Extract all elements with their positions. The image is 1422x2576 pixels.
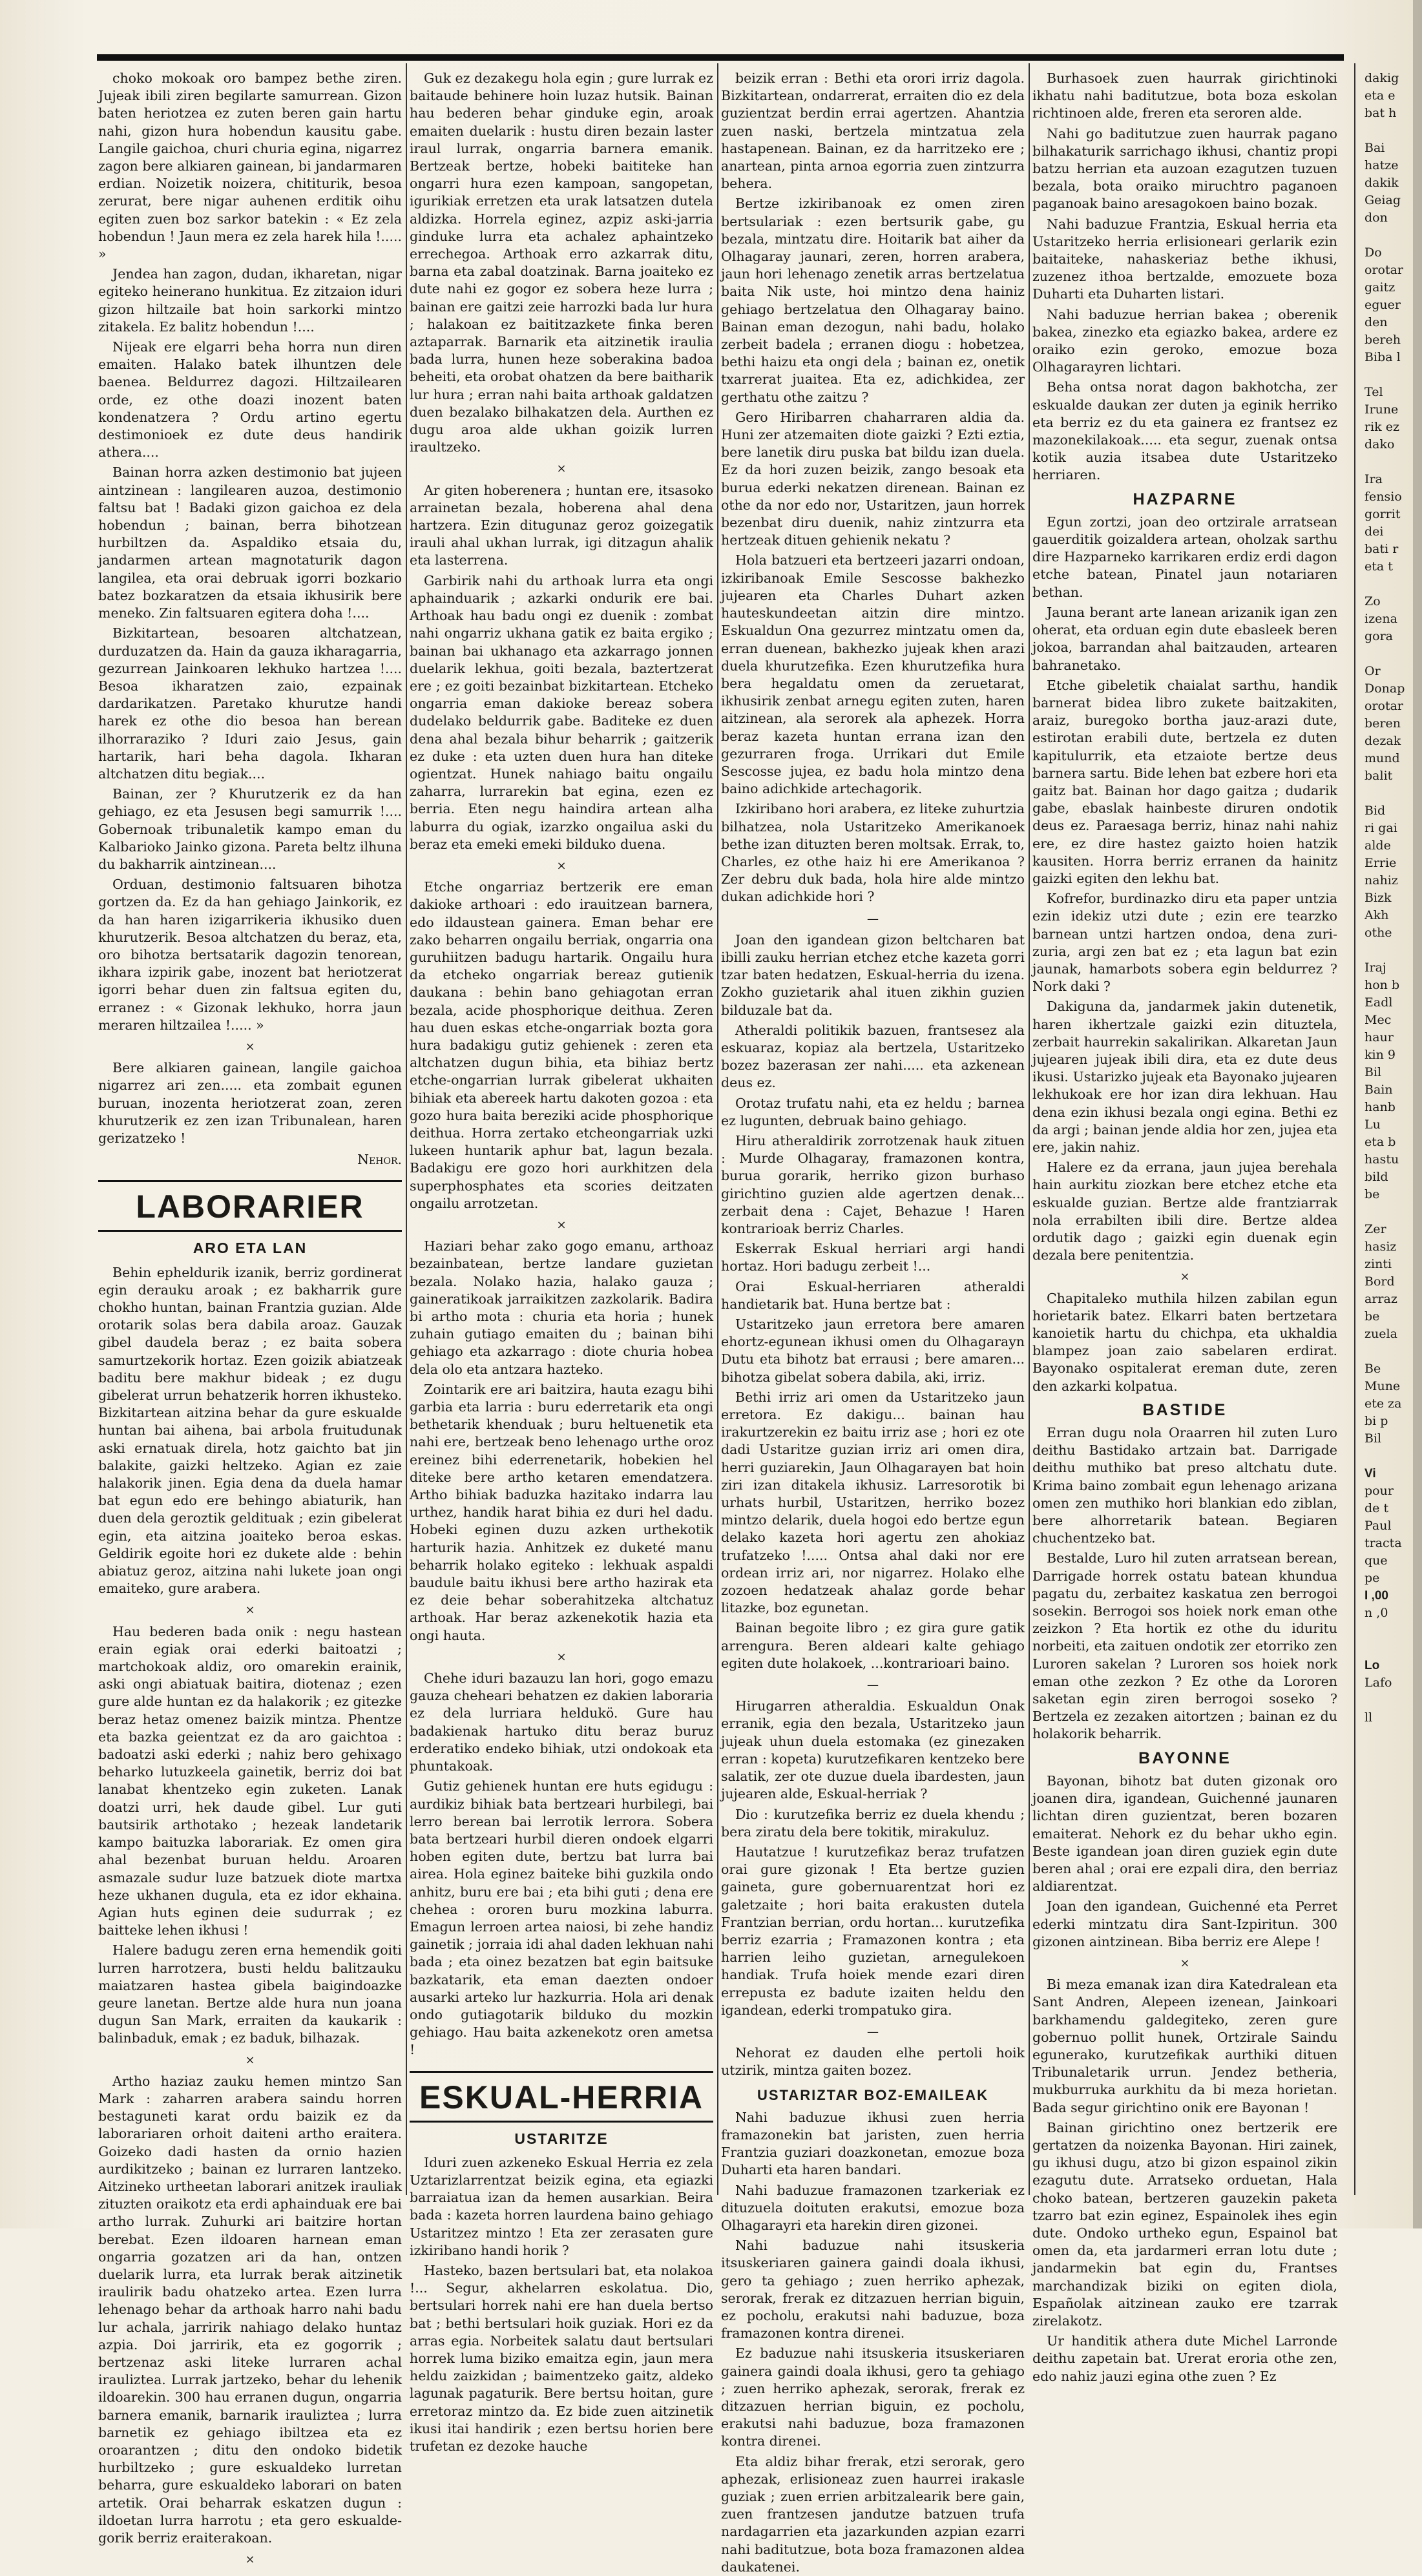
paragraph: Hautatzue ! kurutzefikaz beraz trufatzen orai gure gizonak ! Eta bertze guzien gaineta, gure gobernuarentzat hori ez galetzaite ; hori baita erakusten dutela Frantzian berrian, ordu hortan... kurutzefika berriz ezarria ; Framazonen kontra ; eta harrien leiho guzietan, arnegulekoen handiak. Trufa hoiek mende ezari diren errepusta ez badute izaiten heldu den igandean, ederki trompatuko gira. — [721, 1844, 1025, 2018]
cropped-text-line: nahiz — [1364, 873, 1398, 888]
cropped-text-line: orotar — [1364, 699, 1404, 713]
paragraph: Eskerrak Eskual herriari argi handi hortaz. Hori badugu zerbeit !... — [721, 1241, 1025, 1274]
paragraph: Nahi go baditutzue zuen haurrak pagano bilhakaturik sarrichago ikhusi, chantiz propi batzu herrian eta auzoan ezagutzen tuzuen bezala, bota oraiko miruchtro paganoen paganoak baino aresagokoen baino bozak. — [1032, 125, 1337, 212]
cropped-text-line: zinti — [1364, 1257, 1392, 1271]
separator-icon: × — [245, 1039, 255, 1054]
separator-icon: × — [556, 462, 567, 476]
cropped-text-line: beren — [1364, 716, 1401, 731]
author-signature: Nehor. — [357, 1152, 402, 1168]
cropped-text-line: Zer — [1364, 1222, 1386, 1236]
cropped-text-line: hanb — [1364, 1100, 1396, 1114]
paragraph: Gero Hiribarren chaharraren aldia da. Huni zer atzemaiten diote gaizki ? Ezti eztia, bere lanetik diru puska bat bildu izan duela. Ez da hori zuzen beizik, zango besoak eta burua ederki nekatzen direnean. Bainan ez othe da nor edo nor, Ustaritzen, jaun horrek bezenbat diru duenik, nahiz zintzurra eta hertzeak dituen gehienik nekatu ? — [721, 409, 1025, 548]
paragraph: beizik erran : Bethi eta orori irriz dagola. Bizkitartean, ondarrerat, erraiten dio ez dela guzientzat berdin errai agertzen. Ahantzia zuen naski, bertzela mintzatua zela hastapenean. Bainan, ez da harritzeko ere ; anartean, pinta arnoa egorria zuen zintzurra behera. — [721, 70, 1025, 192]
cropped-text-line: Do — [1364, 245, 1382, 260]
article-title-hazparne: HAZPARNE — [1133, 490, 1237, 508]
cropped-text-line: eguer — [1364, 298, 1401, 312]
cropped-text-line: Bord — [1364, 1274, 1395, 1289]
cropped-text-line: Eadl — [1364, 995, 1393, 1010]
cropped-text-line: Tel — [1364, 385, 1383, 399]
separator-icon: × — [556, 858, 567, 873]
section-masthead-eskual-herria: ESKUAL-HERRIA — [410, 2071, 713, 2123]
paragraph: Jendea han zagon, dudan, ikharetan, nigar egiteko heinerano hunkitua. Ez zitzaion iduri gizon hiltzaile bat hoin sarkorki mintzo zitakela. Ez balitz hobendun !.... — [98, 266, 402, 335]
cropped-text-line: de t — [1364, 1501, 1389, 1515]
cropped-text-line: bati r — [1364, 542, 1399, 556]
cropped-text-line: Bain — [1364, 1083, 1393, 1097]
paragraph: Bainan begoite libro ; ez gira gure gatik arrengura. Beren aldeari kalte gehiago egiten dute holakoek, ...kontrarioari baino. — [721, 1620, 1025, 1671]
paragraph: Hirugarren atheraldia. Eskualdun Onak erranik, egia den bezala, Ustaritzeko jaun jujeak uhun duela estomaka (ez ginezaken erran : kopeta) kurutzefikaren kentzeko bere salatik, zer ote duzue duela ibardesten, jaun jujearen alde, Eskual-herriak ? — [721, 1698, 1025, 1802]
section-masthead-laborarier: LABORARIER — [98, 1180, 402, 1232]
cropped-text-line: n ,0 — [1364, 1606, 1388, 1620]
cropped-text-line: den — [1364, 315, 1388, 329]
cropped-text-line: bild — [1364, 1170, 1388, 1184]
page-edge-shadow — [1413, 0, 1422, 2228]
paragraph: Egun zortzi, joan deo ortzirale arratsean gauerditik goizaldera artean, oholzak sarthu dire Hazparneko karrikaren erdiz erdi dagon etche batean, Pinatel jaun notariaren bethan. — [1032, 514, 1337, 600]
paragraph: choko mokoak oro bampez bethe ziren. Jujeak ibili ziren begilarte samurrean. Gizon baten heriotzea ez zuten beren gain hartu nahi, gizon hura hobendun kausitu gabe. Langile gaichoa, churi churia egina, nigarrez zagon bere alkiaren gainean, bi jandarmaren erdian. Noizetik noizera, chititurik, besoa zerurat, bere nigar auhenen erditik oihu egiten zuen boz sarkor batekin : « Ez zela hobendun ! Jaun mera ez zela harek hila !..... » — [98, 70, 402, 262]
paragraph: Dakiguna da, jandarmek jakin dutenetik, haren ikhertzale gaizki ezin dituztela, zerbait haurrekin sakalirikan. Alkaretan Jaun jujearen jujeak ibili dira, eta ez dute deus ikusi. Ustarizko jujeak eta Bayonako jujearen lekhukoak ere hor izan dira lekhuan. Hau dena ezin ikhusi bezala ongi egina. Bethi ez da argi ; bainan jende aldia hor zen, jujea eta ere, jakin nahiz. — [1032, 999, 1337, 1155]
cropped-text-line: fensio — [1364, 490, 1402, 504]
cropped-text-line: Mec — [1364, 1013, 1392, 1027]
cropped-text-line: dezak — [1364, 734, 1401, 748]
paragraph: Ar giten hoberenera ; huntan ere, itsasoko arrainetan bezala, hoberena ahal dena hartzera. Ezin ditugunaz geroz goizegatik irauli ahal ukhan lurrak, igi ditzagun ahalik eta lasterrena. — [410, 482, 713, 568]
column-divider — [1029, 63, 1030, 2195]
paragraph: Orotaz trufatu nahi, eta ez heldu ; barnea ez lugunten, debruak baino gehiago. — [721, 1095, 1025, 1128]
cropped-text-line: Bil — [1364, 1065, 1382, 1079]
cropped-text-line: Bai — [1364, 141, 1385, 155]
paragraph: Bainan, zer ? Khurutzerik ez da han gehiago, ez eta Jesusen begi samurrik !.... Gobernoak tribunaletik kampo eman du Kalbarioko Jainko gizona. Pareta beltz ilhuna du bakharrik aintzinean.... — [98, 786, 402, 872]
paragraph: Dio : kurutzefika berriz ez duela khendu ; bera ziratu dela bere tokitik, mirakuluz. — [721, 1806, 1025, 1840]
paragraph: Chapitaleko muthila hilzen zabilan egun horietarik batez. Elkarri baten bertzetara kanoietik hartu du chichpa, eta ukhaldia blampez joan zaio sabelaren erdirat. Bayonako ospitalerat ereman dute, zeren den azkarki kolpatua. — [1032, 1290, 1337, 1394]
paragraph: Nahi baduzue framazonen tzarkeriak ez dituzuela doituten erakutsi, emozue boza Olhagarayri eta harekin diren gizonei. — [721, 2182, 1025, 2233]
paragraph: Joan den igandean gizon beltcharen bat ibilli zauku herrian etchez etche kazeta gorri tzar baten hedatzen, Eskual-herria du izena. Zokho guzietarik ahal ituen zikhin guzien bilduzale bat da. — [721, 931, 1025, 1018]
cropped-text-line: pour — [1364, 1484, 1394, 1498]
cropped-text-line: Bil — [1364, 1431, 1382, 1446]
paragraph: Hola batzueri eta bertzeeri jazarri ondoan, izkiribanoak Emile Sescosse bakhezko jujearen eta Charles Duhart azken hauteskundeetan aitzin dire mintzo. Eskualdun Ona gezurrez mintzatu omen da, erran duenean, bakhezko jujeak khen arazi duela khurutzefika. Ezen khurutzefika hura bera hegaldatu omen da zeruetarat, ikhusirik zenbat arnegu egiten zuten, haren aitzinean, ala serorek ala aphezek. Horra beraz kazeta huntan errana izan den gezurraren froga. Urrikari dut Emile Sescosse jujea, ez badu hola mintzo dena baino adichkide artechagorik. — [721, 552, 1025, 797]
cropped-text-line: be — [1364, 1187, 1380, 1201]
cropped-text-line: Akh — [1364, 908, 1389, 922]
cropped-text-line: balit — [1364, 769, 1393, 783]
paragraph: Haziari behar zako gogo emanu, arthoaz bezainbatean, bertze landare guzietan bezala. Nolako hazia, halako gauza ; gaineratikoak jarraikitzen zazkolarik. Badira bi artho mota : churia eta horia ; hunek zuhain gutiago emaiten du ; bainan bihi gehiago eta azkarrago : diote churia hobea dela olo eta antzara hazteko. — [410, 1238, 713, 1377]
article-title-ustaritze: USTARITZE — [514, 2130, 609, 2147]
cropped-text-line: I ,00 — [1364, 1589, 1388, 1603]
top-rule — [97, 54, 1344, 61]
paragraph: Orduan, destimonio faltsuaren bihotza gortzen da. Ez da han gehiago Jainkorik, ez da han haren izigarrikeria ikhusiko duen khurutzerik. Besoa altchatzen du beraz, eta, oro bihotza bertsatarik dagozin tenorean, ikhara izpirik gabe, inozent bat heriotzerat igorri behar duen zin faltsua egiten du, erranez : « Gizonak lekhuko, horra jaun meraren hiltzailea !..... » — [98, 877, 402, 1033]
separator-icon: × — [245, 1603, 255, 1617]
cropped-text-line: Paul — [1364, 1519, 1392, 1533]
cropped-text-line: othe — [1364, 926, 1392, 940]
cropped-text-line: bi p — [1364, 1414, 1388, 1428]
paragraph: Burhasoek zuen haurrak girichtinoki ikhatu nahi baditutzue, bota boza eskolan richtinoen alde, freren eta seroren alde. — [1032, 70, 1337, 121]
cropped-text-line: Donap — [1364, 681, 1405, 696]
cropped-text-line: Geiag — [1364, 193, 1401, 207]
cropped-text-line: eta b — [1364, 1135, 1396, 1149]
separator-icon: × — [245, 2553, 255, 2567]
column-divider — [1354, 63, 1355, 2195]
cropped-text-line: Mune — [1364, 1379, 1401, 1393]
cropped-text-line: bereh — [1364, 333, 1401, 347]
paragraph: Artho haziaz zauku hemen mintzo San Mark : zaharren arabera saindu horren bestaguneti karat ordu baizik ez da laborariaren orhoit daiteni artho eraitera. Goizeko dadi hasten da ornio hazien aurdikitzeko ; bainan ez lurraren lantzeko. Aitzineko urtheetan laborari anitzek irauliak zituzten oraikotz eta erdi aphainduak ere bai artho lurrak. Zuhurki ari baitzire hortan berebat. Ezen ildoaren harnean eman ongarria gozatzen ari da han, ontzen duelarik lurra, eta lurrak berak aitzinetik iraulirik badu ohatzeko artea. Ezen lurra lehenago behar da arthoak harro nahi badu lur achala, jarririk nahiago delako huntaz azpia. Doi jarririk, eta ez gogorrik ; bertzenaz aski liteke lurraren achal irauliztea. Lurrak jartzeko, behar du lehenik ildoarekin. 300 hau erranen dugun, ongarria barnera emanik, barnarik irauliztea ; lurra barnetik ez gehiago ibiltzea eta ez oroarantzen ; ditu den ondoko bidetik hurbiltzeko ; gure eskualdeko lurretan beharra, gure eskualdeko laborari on baten artetik. Orai beharrak eskatzen dugun : ildoetan lurra harrotu ; eta gero eskualde-gorik berriz eraiterakoan. — [98, 2073, 402, 2546]
paragraph: Bayonan, bihotz bat duten gizonak oro joanen dira, igandean, Guichenné jaunaren lichtan diren guzientzat, beren bozaren emaiterat. Nehork ez du behar ukho egin. Beste igandean joan diren guziek egin dute beren ahal ; orai ere ezpali dira, den berriaz aldiarentzat. — [1032, 1772, 1337, 1895]
paragraph: Garbirik nahi du arthoak lurra eta ongi aphainduarik ; azkarki ondurik ere bai. Arthoak hau badu ongi ez duenik : zombat nahi ongarriz ukhana gatik ez baita ergiko ; bainan bai ukhanago eta azkarrago jonnen duelarik lekhua, goiti bezala, baztertzerat ere ; ez goiti bezainbat bizkitartean. Etcheko ongarria eman dakioke bereaz sobera dudelako beldurrik gabe. Baditeke ez duen dena ahal bezala bihur beharrik ; gaitzerik ez duke : eta uzten duen hura han diteke ogientzat. Hunek nahiago baitu ongailu zaharra, lurrarekin bat egina, ezen ez berria. Eten negu haindira artean alha laburra du ogiak, izarzko ongailua aski du beraz eta emeki emeki bilduko duena. — [410, 572, 713, 852]
separator-icon: × — [245, 2053, 255, 2067]
paragraph: Hau bederen bada onik : negu hastean erain egiak orai ederki baitoatzi ; martchokoak aldiz, oro omarekin erainik, aski ongi abiatuak baitira, diotenaz ; ezen gure alde huntan ez da halakorik ; ez gitezke beraz hetaz omenez baizik mintza. Phentze eta bazka geientzat ez da aro gaichtoa : badoatzi aski ederki ; nahiz bero gehixago beharko lutuzkeela gainetik, berriz doi bat lanabat khentzeko egin zuketen. Lanak doatzi urri, hek daude gibel. Lur guti bautsirik arthotako ; hezeak landetarik kampo baituzka laborariak. Ez omen gira ahal bezenbat buruan heldu. Aroaren asmazale sudur luze batzuek diote martxa heze ukhanen dugula, eta ez idor ekhaina. Agian huts eginen deie sudurrak ; ez baitteke lehen ikhusi ! — [98, 1623, 402, 1938]
cropped-text-line: don — [1364, 211, 1388, 225]
cropped-text-line: orotar — [1364, 263, 1404, 277]
cropped-text-line: Or — [1364, 664, 1381, 678]
paragraph: Jauna berant arte lanean arizanik igan zen oherat, eta orduan egin dute ebasleek beren jokoa, barrandan ahal baitzauden, artearen bahranetako. — [1032, 604, 1337, 673]
column-3 — [721, 70, 1025, 2575]
cropped-text-line: pe — [1364, 1571, 1380, 1585]
column-divider — [717, 63, 718, 2195]
paragraph: Joan den igandean, Guichenné eta Perret ederki mintzatu dira Sant-Izpiritun. 300 gizonen aintzinean. Biba berriz ere Alepe ! — [1032, 1898, 1337, 1949]
cropped-text-line: eta t — [1364, 559, 1393, 574]
column-1 — [98, 70, 402, 2567]
paragraph: Nehorat ez dauden elhe pertoli hoik utzirik, mintza gaiten bozez. — [721, 2045, 1025, 2079]
cropped-text-line: Ira — [1364, 472, 1383, 486]
cropped-text-line: ll — [1364, 1710, 1373, 1725]
article-title-aro-eta-lan: ARO ETA LAN — [193, 1240, 308, 1257]
cropped-text-line: haur — [1364, 1030, 1394, 1044]
paragraph: Beha ontsa norat dagon bakhotcha, zer eskualde daukan zer duten ja eginik herriko eta berriz ez du eta gainera ez frantsez ez mazonekilakoak..... eta segur, zuenak ontsa kotik auzia itsabea dute Ustaritzeko herriaren. — [1032, 379, 1337, 483]
cropped-text-line: rik ez — [1364, 420, 1399, 434]
cropped-text-line: hatze — [1364, 158, 1399, 172]
paragraph: Ustaritzeko jaun erretora bere amaren ehortz-egunean ikhusi omen du Olhagarayn Dutu eta bihotz bat errausi ; bere amaren... bihotza gibelat sobera dabila, aki, irriz. — [721, 1316, 1025, 1385]
column-divider — [406, 63, 407, 2195]
cropped-text-line: izena — [1364, 612, 1397, 626]
paragraph: Nijeak ere elgarri beha horra nun diren emaiten. Halako batek ilhuntzen dele baenea. Beldurrez dagozi. Hiltzailearen orde, ez othe doazi inozent baten kondenatzera ? Ordu artino egertu destimonioek ez dute deus handirik athera.... — [98, 339, 402, 461]
paragraph: Bethi irriz ari omen da Ustaritzeko jaun erretora. Ez dakigu... bainan hau irakurtzerekin ez baitu irriz ase ; hori ez ote dadi Ustaritze guzian irriz ari omen dira, herri guziarekin, Jaun Olhagarayen bat hoin ziri izan ditakela ikhusiz. Larresorotik bi urhats hurbil, Ustaritzen, herriko bozez mintzo delarik, duela hogoi edo bertze egun delako kazeta hori agertu zen ahokiaz trufatzeko !..... Ontsa ahal daki nor ere ordean irriz ari, nor nigarrez. Holako elhe zozoen hedatzeak ahalaz gorde behar litazke, boz egunetan. — [721, 1389, 1025, 1616]
paragraph: Ez baduzue nahi itsuskeria itsuskeriaren gainera gaindi doala ikhusi, gero ta gehiago ; zuen herriko aphezak, serorak, frerak ez ditzazuen herrian biguin, ez pocholu, erakutsi nahi baduzue, boza framazonen kontra direnei. — [721, 2345, 1025, 2449]
cropped-text-line: Zo — [1364, 594, 1381, 608]
paragraph: Orai Eskual-herriaren atheraldi handietarik bat. Huna bertze bat : — [721, 1278, 1025, 1312]
cropped-text-line: mund — [1364, 751, 1400, 765]
cropped-text-line: Irune — [1364, 402, 1399, 417]
separator-icon: × — [556, 1650, 567, 1664]
paragraph: Bertze izkiribanoak ez omen ziren bertsulariak : ezen bertsurik gabe, gu bezala, mintzatu dire. Hoitarik bat aiher da Olhagaray jaunari, zeren, horren arabera, jaun hori lehenago zenetik arras bertzelatua baita Nik uste, hoi mintzo dena hainiz gehiago bertzelatua den Olhagaray baino. Bainan eman dezogun, nahi badu, holako zerbeit badela ; erranen diogu : hobetzea, bethi haizu eta ongi dela ; bainan ez, onetik txarrerat juaitea. Eta ez, adichkidea, zer gerthatu othe zaitzu ? — [721, 196, 1025, 405]
cropped-text-line: Biba l — [1364, 350, 1401, 364]
cropped-text-line: Bizk — [1364, 891, 1392, 905]
cropped-text-line: Errie — [1364, 856, 1397, 870]
cropped-text-line: Lu — [1364, 1117, 1381, 1132]
cropped-text-line: gora — [1364, 629, 1394, 643]
paragraph: Etche gibeletik chaialat sarthu, handik barnerat bidea libro zukete baitzakiten, araiz, buregoko bortha jauz-arazi dute, estirotan erabili dute, bertzela ez duten kapitulurrik, eta etzaiote bertze deus barnera sartu. Bide lehen bat ezbere hori eta gaitz bat. Bainan hor dago gaitza ; dudarik gabe, ebaslak hainbeste diruren ondotik deus ez. Paraesaga berriz, hinaz nahi nahiz ere, ez dire hastez gaizto hoien hatzik kausiten. Horra berriz erranen da hainitz gaizki egiten den lekhu bat. — [1032, 677, 1337, 886]
article-title-boz-emaileak: USTARIZTAR BOZ-EMAILEAK — [757, 2086, 989, 2103]
column-4 — [1032, 70, 1337, 2384]
cropped-text-line: tracta — [1364, 1536, 1402, 1550]
cropped-text-line: Vi — [1364, 1467, 1376, 1480]
separator-icon: — — [867, 1678, 879, 1692]
paragraph: Zointarik ere ari baitzira, hauta ezagu bihi garbia eta larria : buru ederretarik eta ongi bethetarik khenduak ; buru heltuenetik eta nahi ere, bertzeak beno lehenago urthe oroz ereinez bihi ederrenetarik, hobekien hel diteke bere artho ketaren emendatzera. Artho bihiak baduzka hazitako indarra lau urthez, handik harat bihia ez duri hel dadu. Hobeki eginen duzu azken urthekotik harturik hazia. Anhitzek ez duketé manu beharrik holako egiteko : lekhuak aspaldi baudule baitu ikhusi bere artho hazirak eta ez deie behar soberahitzeka altchatuz arthoak. Har beraz azkenekotik hazia eta ongi hauta. — [410, 1381, 713, 1643]
paragraph: Gutiz gehienek huntan ere huts egidugu : aurdikiz bihiak bata bertzeari hurbilegi, bai lerro berean bai lerrotik lerrora. Sobera bata bertzeari hurbil dieren ondoek elgarri hoben egiten dute, bertzu bat lurra bai airea. Hola eginez baiteke bihi guzkila ondo anhitz, buru ere bai ; eta bihi guti ; dena ere chehea : ororen buru mozkina laburra. Emagun lerroen artea naiosi, bi zehe handiz gainetik ; jorraia idi ahal daden lekhuan nahi bada ; eta oinez bezatzen bat egin baitsuke bazkatarik, eta eman daezten ondoer ausarki arteko lur hazkurria. Hola ari denak ondo gutiagotarik bilduko du mozkin gehiago. Hau baita azkenekotz oren ametsa ! — [410, 1778, 713, 2058]
paragraph: Guk ez dezakegu hola egin ; gure lurrak ez baitaude behinere hoin luzaz hutsik. Bainan hau bederen behar ginduke egin, aroak emaiten duelarik : hustu diren bezain laster iraul lurrak, ongarria barnera emanik. Bertzeak bertze, hobeki baititeke han ongarri hura ezen kampoan, sangopetan, igurikiak erretzen eta urak latsatzen dutela aldizka. Horrela eginez, azpiz aski-jarria ginduke lurra eta achalez aphaintzeko errechegoa. Arthoak erro azkarrak ditu, barna eta zabal doatzinak. Barna joaiteko ez dute nahi ez gogor ez sobera heze lurra ; bainan ere gaitzi zeie harrozki bada lur hura ; halakoan ez baititzazkete finka beren aztaparrak. Barnarik eta aitzinetik iraulia bada lurra, hunen heze soberakina badoa beheiti, eta orobat ohatzen da bere baitharik lur hura ; erran nahi baita arthoak galdatzen duen bezalako bilhakatzen dela. Aurthen ez dugu aroa alde ukhan goizik lurren iraultzeko. — [410, 70, 713, 455]
article-title-bastide: BASTIDE — [1142, 1400, 1228, 1419]
paragraph: Nahi baduzue ikhusi zuen herria framazonekin bat jaristen, zuen herria Frantzia guziari doazkonetan, emozue boza Duharti eta haren bandari. — [721, 2109, 1025, 2178]
column-2 — [410, 70, 713, 2454]
cropped-text-line: ri gai — [1364, 821, 1397, 835]
paragraph: Bainan horra azken destimonio bat jujeen aintzinean : langilearen auzoa, destimonio faltsu bat ! Badaki gizon gaichoa ez dela hobendun ; bainan, berra bihotzean hurbiltzen da. Aspaldiko etsaia du, jandarmen artean magnotaturik dagon langilea, eta orai debruak igorri bozkario batez bozkaratzen da etsaia ikhusirik bere meneko. Zin faltsuaren egitera doha !.... — [98, 464, 402, 621]
paragraph: Iduri zuen azkeneko Eskual Herria ez zela Uztarizlarrentzat beizik egina, eta egiazki barraiatua izan da hemen ausarkian. Beira bada : kazeta horren laurdena baino gehiago Ustaritzez mintzo ! Eta zer zerasaten gure izkiribano handi horik ? — [410, 2154, 713, 2258]
cropped-text-line: gorrit — [1364, 507, 1401, 521]
cropped-text-line: zuela — [1364, 1327, 1397, 1341]
cropped-text-line: dei — [1364, 525, 1384, 539]
cropped-text-line: be — [1364, 1309, 1380, 1324]
cropped-text-line: Lo — [1364, 1659, 1380, 1672]
cropped-text-line: eta e — [1364, 88, 1396, 103]
paragraph: Bere alkiaren gainean, langile gaichoa nigarrez ari zen..... eta zombait egunen buruan, inozenta heriotzerat zoan, zeren khurutzerik ez zen izan Tribunalean, haren gerizatzeko ! — [98, 1060, 402, 1146]
paragraph: Izkiribano hori arabera, ez liteke zuhurtzia bilhatzea, nola Ustaritzeko Amerikanoek bethe izan dituzten beren moltsak. Errak, to, Charles, ez othe haiz hi ere Amerikanoa ? Zer debru duk bada, hola hire alde mintzo dukan adichkide hori ? — [721, 801, 1025, 905]
cropped-text-line: Bid — [1364, 804, 1386, 818]
paragraph: Nahi baduzue Frantzia, Eskual herria eta Ustaritzeko herria erlisioneari gerlarik ezin baitaiteke, nahaskeriaz bethe ikhusi, zuzenez ithoa bertzalde, emozuete boza Duharti eta Duharten listari. — [1032, 216, 1337, 302]
separator-icon: × — [1180, 1956, 1190, 1970]
cropped-text-line: kin 9 — [1364, 1048, 1396, 1062]
cropped-text-line: dakig — [1364, 71, 1399, 85]
separator-icon: × — [1180, 1270, 1190, 1284]
paragraph: Bestalde, Luro hil zuten arratsean berean, Darrigade horrek ostatu batean khundua pagatu du, zerbaitez kaskatua zen berrogoi sosekin. Berrogoi sos hoiek nork eman othe zeizkon ? Eta hortik ez othe du iduritu norbeiti, eta zaituen ondotik zer etorriko zen Luroren sakelan ? Luroren sos hoiek nork eman othe zezkon ? Ez othe da Lororen saketan egin ziren berrogoi soseko ? Bertzela ez zezaken aitortzen ; bainan ez du holakorik beharrik. — [1032, 1550, 1337, 1742]
separator-icon: — — [867, 911, 879, 926]
paragraph: Kofrefor, burdinazko diru eta paper untzia ezin idekiz utzi dute ; ezin ere tearzko barnean untzi hartzen ondoa, dena zuri-zuria, argi zen bat ez ; eta lagun bat ezin jaunak, hamarbots sobera egin beldurrez ? Nork daki ? — [1032, 891, 1337, 995]
paragraph: Hiru atheraldirik zorrotzenak hauk zituen : Murde Olhagaray, framazonen kontra, burua gorarik, herriko gizon burhaso girichtino guzien alde agertzen denak... zerbait dena : Cajet, Behazue ! Haren kontrarioak berriz Charles. — [721, 1132, 1025, 1236]
paragraph: Bainan girichtino onez bertzerik ere gertatzen da noizenka Bayonan. Hiri zainek, gu ikhusi dugu, atzo bi gizon espainol zikin ezagutu dute. Arratseko orduetan, Hala choko batean, bertzeren gauzekin paketa tzarro bat ezin eginez, Espainolek ihes egin dute. Ondoko urtheko egun, Espainol bat omen da, eta jardarmeri erran lotu dute ; jandarmekin bat egin du, Frantses marchandizak biziki on egiten diola, Españolak aitzinean zauko ere tzarrak zirelakotz. — [1032, 2119, 1337, 2329]
cropped-text-line: gaitz — [1364, 280, 1396, 295]
cropped-text-line: Lafo — [1364, 1676, 1392, 1690]
cropped-text-line: Iraj — [1364, 961, 1386, 975]
cropped-text-line: alde — [1364, 838, 1391, 853]
paragraph: Bizkitartean, besoaren altchatzean, durduzatzen da. Hain da gauza ikharagarria, gezurrean Jainkoaren lekhuko hartzea !.... Besoa ikharatzen zaio, ezpainak dardarikatzen. Paretako khurutze handi harek ez othe dio besoa han berean ilhorraraziko ? Iduri zaio Jesus, gain hartarik, hari beha dagola. Ikharan altchatzen ditu begiak.... — [98, 625, 402, 782]
paragraph: Nahi baduzue nahi itsuskeria itsuskeriaren gainera gaindi doala ikhusi, gero ta gehiago ; zuen herriko aphezak, serorak, frerak ez ditzazuen herrian biguin, ez pocholu, erakutsi nahi baduzue, boza framazonen kontra direnei. — [721, 2238, 1025, 2342]
paragraph: Nahi baduzue herrian bakea ; oberenik bakea, zinezko eta egiazko bakea, ardere ez oraiko ezin geroko, emozue boza Olhagarayren lichtari. — [1032, 306, 1337, 375]
paragraph: Behin epheldurik izanik, berriz gordinerat egin derauku aroak ; ez bakharrik gure chokho huntan, bainan Frantzia guzian. Alde orotarik solas bera dabila aroaz. Gauzak gibel daudela beraz ; ez baita sobera samurtzekorik hortaz. Ezen goizik abiatzeak baditu bere makhur bideak ; ez dugu gibelerat urrun behatzerik horren ikhusteko. Bizkitartean aitzina behar da gure eskualde huntan bai aihena, bai arbola fruitudunak aski ernatuak direla, hotz gaichto bat jin balakite, gaizki heltzeko. Agian ez zaie halakorik jinen. Egia dena da duela hamar bat egun edo ere behingo abiaturik, han duen dela geroztik geldituak ; ezin gibelerat egin, eta aitzina joaiteko beroa eskas. Geldirik egoite hori ez dukete alde : behin abiatuz geroz, aitzina nahi lukete joan ongi emaiteko, gure arabera. — [98, 1264, 402, 1597]
paragraph: Chehe iduri bazauzu lan hori, gogo emazu gauza cheheari behatzen ez dakien laboraria ez dela lurriara heldukö. Gure hau badakienak hartuko ditu beraz buruz erderatiko endeko bihiak, utzi ondokoak eta phuntakoak. — [410, 1670, 713, 1774]
cropped-text-line: hasiz — [1364, 1240, 1397, 1254]
paragraph: Atheraldi politikik bazuen, frantsesez ala eskuaraz, kopiaz ala bertzela, Ustaritzeko bozez bazerasan zer nahi..... eta azkenean deus ez. — [721, 1022, 1025, 1091]
paragraph: Eta aldiz bihar frerak, etzi serorak, gero aphezak, erlisioneaz zuen haurrei irakasle guziak ; zuen errien arbitzalearik bere gain, zuen frantzesen jandutze batzuen trufa nardagarrien eta jazarkunden azpian ezarri nahi baditutzue, bota boza framazonen aldea daukatenei. — [721, 2453, 1025, 2575]
cropped-text-line: que — [1364, 1553, 1388, 1568]
cropped-text-line: hon b — [1364, 978, 1400, 992]
cropped-text-line: arraz — [1364, 1292, 1397, 1306]
cropped-text-line: Be — [1364, 1362, 1381, 1376]
cropped-text-line: dakik — [1364, 176, 1399, 190]
cropped-text-line: dako — [1364, 437, 1395, 452]
separator-icon: × — [556, 1218, 567, 1232]
cropped-text-line: hastu — [1364, 1152, 1399, 1167]
paragraph: Halere badugu zeren erna hemendik goiti lurren harrotzera, busti heldu balitzauku maiatzaren hastea gibela baigindoazke geure lanetan. Bertze alde hura nun joana dugun San Mark, erraiten da kaukarik : balinbaduk, emak ; ez baduk, bilhazak. — [98, 1942, 402, 2046]
paragraph: Halere ez da errana, jaun jujea berehala hain aurkitu ziozkan bere etchez etche eta eskualde guzian. Bertze alde frantziarrak nola errabilten ibili dire. Bertze aldea ordutik dago ; gaizki egin duenak egin dezala bere penitentzia. — [1032, 1159, 1337, 1263]
paragraph: Hasteko, bazen bertsulari bat, eta nolakoa !... Segur, akhelarren eskolatua. Dio, bertsulari horrek nahi ere han duela bertso bat ; bethi bertsulari hoik guziak. Hori ez da arras egia. Norbeitek salatu daut bertsulari horrek luma biziko emaitza egin, jaun mera heldu zaizkidan ; baimentzeko gaitz, aldeko lagunak pagaturik. Bere bertsu hoitan, gure erretoraz mintzo da. Ez bide zuen aitzinetik ikusi itai handirik ; ezen bertsu horien bere trufetan ez dezoke hauche — [410, 2262, 713, 2454]
article-title-bayonne: BAYONNE — [1138, 1749, 1231, 1767]
paragraph: Etche ongarriaz bertzerik ere eman dakioke arthoari : edo irauitzean barnera, edo ildaustean gainera. Eman behar ere zako beharren ongailu berriak, ongarria ona guruhiitzen badugu hartarik. Ongailu hura da etcheko ongarriak bereaz gutienik daukana : behin bano gehiagotan erran bezala, acide phosphorique deithua. Zeren hau duen eskas etche-ongarriak bozta gora hura badakigu gutiz gehienek : zeren eta altchatzen dugun bihia, eta bihiaz bertz etche-ongarrian lurrak gibelerat ukhaiten bihiak eta abereek hartu dakoten gozoa : eta gozo hura baita bereziki acide phosphorique deithua. Horra zertako etcheongarriak uzki lukeen huntarik aphur bat, lagun bezala. Badakigu ere gozo hori aurkhitzen dela superphosphates eta scories deitzaten ongailu arrotzetan. — [410, 879, 713, 1211]
paragraph: Erran dugu nola Oraarren hil zuten Luro deithu Bastidako artzain bat. Darrigade deithu muthiko bat preso altchatu dute. Krima baino zombait egun lehenago arizana omen zen muthiko hori blankian edo ziblan, bere alhorretarik batean. Begiaren chuchentzeko bat. — [1032, 1425, 1337, 1546]
paragraph: Ur handitik athera dute Michel Larronde deithu zapetain bat. Urerat eroria othe zen, edo nahiz jauzi egina othe zuen ? Ez — [1032, 2333, 1337, 2384]
separator-icon: — — [867, 2024, 879, 2039]
cropped-text-line: ete za — [1364, 1397, 1402, 1411]
cropped-text-line: bat h — [1364, 106, 1397, 120]
paragraph: Bi meza emanak izan dira Katedralean eta Sant Andren, Alepeen izenean, Jainkoari barkhamendu galdegiteko, zeren gure gobernuo pollit hunek, Ortzirale Saindu egunerako, kurutzefikak aurthiki dituen Tribunaletarik urrun. Jendez betheria, mukburruka aurkhitu da bi meza horietan. Bada segur girichtino onik ere Bayonan ! — [1032, 1977, 1337, 2115]
